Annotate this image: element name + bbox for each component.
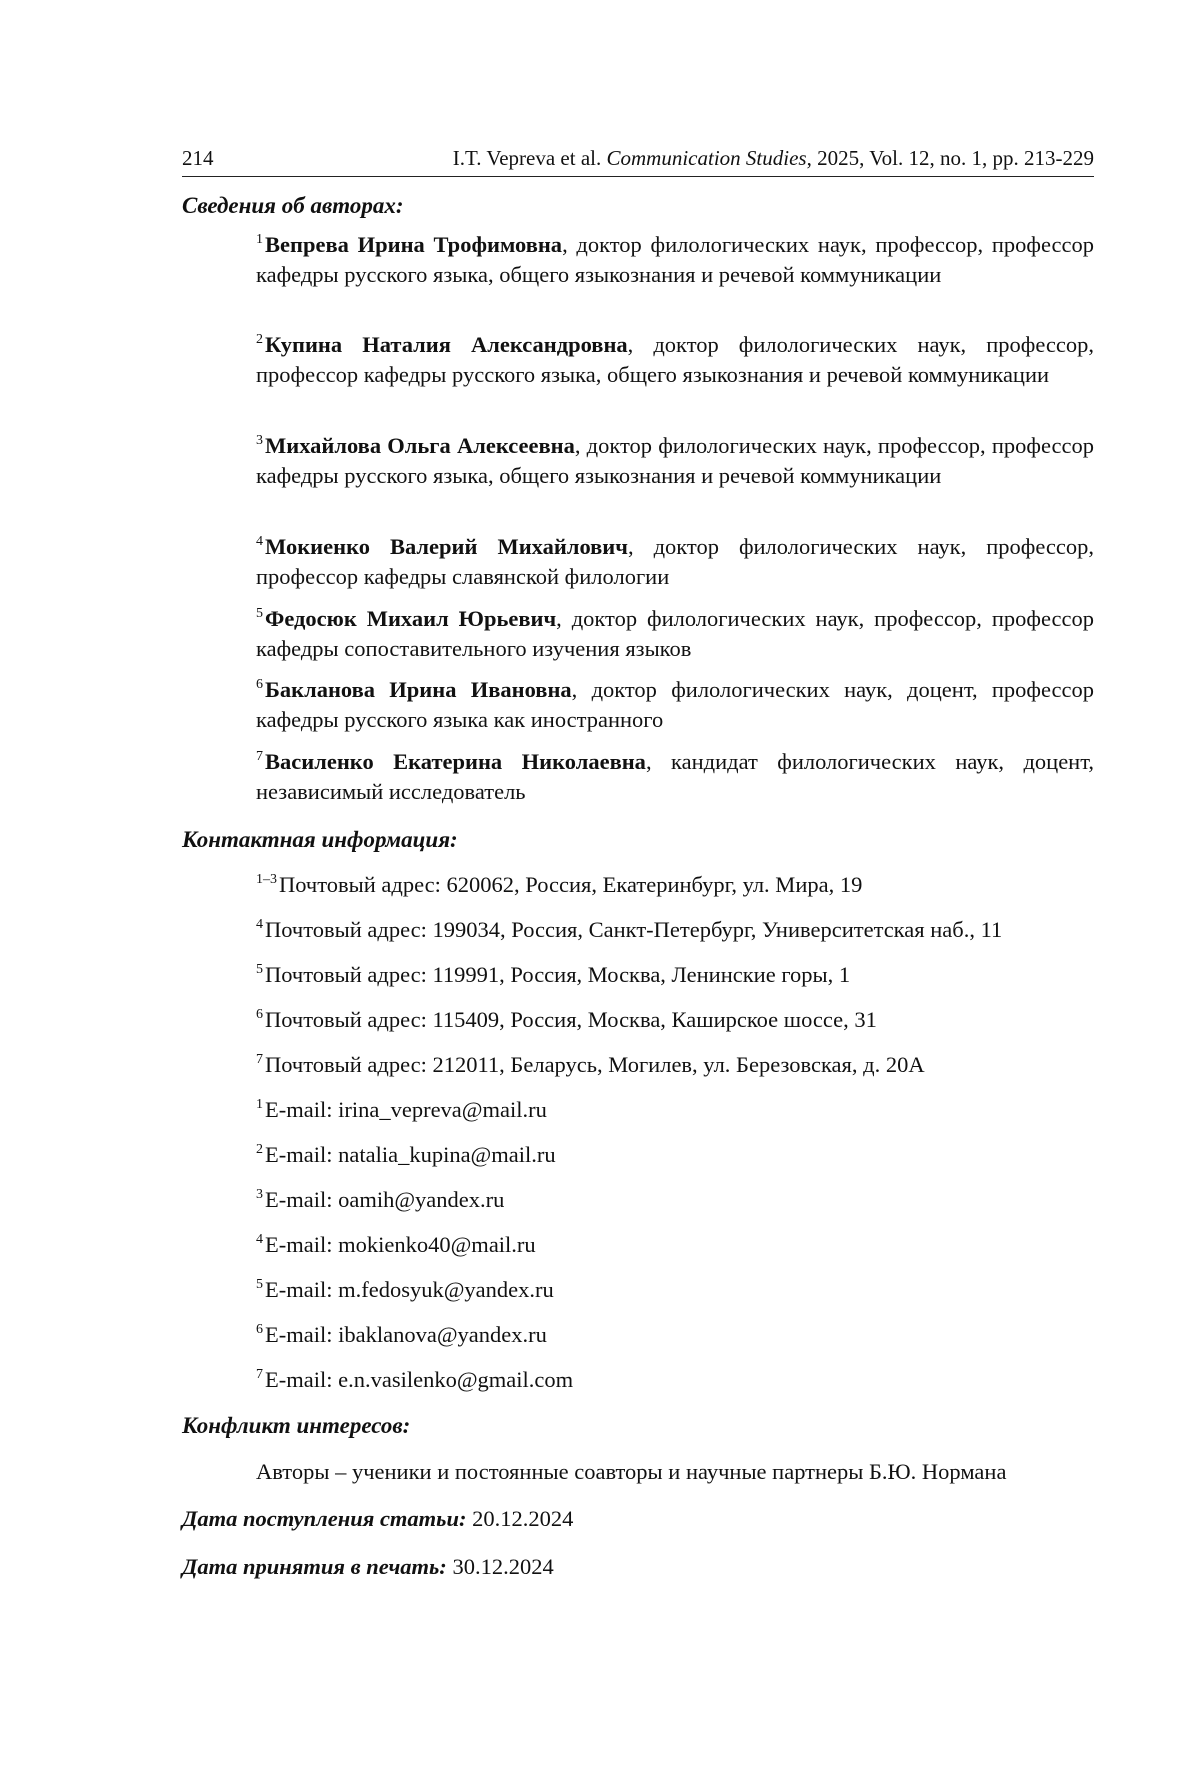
email-index: 4 [256, 1232, 263, 1247]
email-line [256, 1141, 1116, 1169]
author-description: , доктор филологических наук, профессор, профессор кафедры русского языка, общего языкознания и речевой коммуникации [256, 433, 1094, 488]
postal-address [256, 1051, 1116, 1079]
author-description: , доктор филологических наук, профессор, профессор кафедры сопоставительного изучения языков [256, 606, 1094, 661]
author-description: , доктор филологических наук, профессор, профессор кафедры русского языка, общего языкознания и речевой коммуникации [256, 232, 1094, 287]
address-text: Почтовый адрес: 119991, Россия, Москва, Ленинские горы, 1 [265, 962, 851, 987]
email-index: 1 [256, 1097, 263, 1112]
author-entry [256, 230, 1094, 289]
accepted-date-label: Дата принятия в печать: [182, 1554, 447, 1579]
received-date [182, 1505, 573, 1533]
email-text[interactable]: E-mail: oamih@yandex.ru [265, 1187, 505, 1212]
address-text: Почтовый адрес: 115409, Россия, Москва, Каширское шоссе, 31 [265, 1007, 877, 1032]
received-date-value: 20.12.2024 [466, 1506, 574, 1531]
page-number: 214 [182, 146, 214, 170]
author-name: Бакланова Ирина Ивановна [265, 677, 572, 702]
author-description: , доктор филологических наук, профессор, профессор кафедры славянской филологии [256, 534, 1094, 589]
address-index: 5 [256, 962, 263, 977]
author-name: Федосюк Михаил Юрьевич [265, 606, 557, 631]
email-text[interactable]: E-mail: m.fedosyuk@yandex.ru [265, 1277, 554, 1302]
email-text[interactable]: E-mail: ibaklanova@yandex.ru [265, 1322, 547, 1347]
email-index: 2 [256, 1142, 263, 1157]
author-index: 6 [256, 677, 263, 692]
header-authors: I.T. Vepreva et al. [452, 146, 602, 170]
received-date-label: Дата поступления статьи: [182, 1506, 467, 1531]
author-entry [256, 532, 1094, 591]
author-entry [256, 675, 1094, 734]
address-index: 6 [256, 1007, 263, 1022]
author-entry [256, 747, 1094, 806]
author-index: 1 [256, 232, 263, 247]
author-index: 5 [256, 606, 263, 621]
conflict-section-title: Конфликт интересов: [182, 1413, 411, 1438]
accepted-date-value: 30.12.2024 [446, 1554, 554, 1579]
author-index: 3 [256, 433, 263, 448]
author-name: Вепрева Ирина Трофимовна [265, 232, 563, 257]
email-text[interactable]: E-mail: irina_vepreva@mail.ru [265, 1097, 547, 1122]
address-index: 4 [256, 917, 263, 932]
running-header [182, 144, 1094, 177]
postal-address [256, 916, 1116, 944]
email-text[interactable]: E-mail: natalia_kupina@mail.ru [265, 1142, 556, 1167]
email-line [256, 1276, 1116, 1304]
author-description: , доктор филологических наук, профессор, профессор кафедры русского языка, общего языкознания и речевой коммуникации [256, 332, 1094, 387]
header-journal: Communication Studies [606, 146, 807, 170]
email-index: 6 [256, 1322, 263, 1337]
address-index: 1–3 [256, 872, 277, 887]
email-index: 5 [256, 1277, 263, 1292]
address-text: Почтовый адрес: 212011, Беларусь, Могилев, ул. Березовская, д. 20А [265, 1052, 925, 1077]
author-entry [256, 431, 1094, 490]
address-text: Почтовый адрес: 620062, Россия, Екатеринбург, ул. Мира, 19 [279, 872, 863, 897]
author-name: Мокиенко Валерий Михайлович [265, 534, 628, 559]
author-description: , кандидат филологических наук, доцент, независимый исследователь [256, 749, 1094, 804]
running-title [182, 144, 1094, 172]
author-name: Купина Наталия Александровна [265, 332, 628, 357]
authors-section-title: Сведения об авторах: [182, 193, 404, 218]
email-text[interactable]: E-mail: e.n.vasilenko@gmail.com [265, 1367, 574, 1392]
postal-address [256, 871, 1116, 899]
email-index: 3 [256, 1187, 263, 1202]
email-line [256, 1231, 1116, 1259]
email-line [256, 1366, 1116, 1394]
author-entry [256, 330, 1094, 389]
email-index: 7 [256, 1367, 263, 1382]
author-index: 7 [256, 749, 263, 764]
email-text[interactable]: E-mail: mokienko40@mail.ru [265, 1232, 536, 1257]
accepted-date [182, 1553, 554, 1581]
author-entry [256, 604, 1094, 663]
author-index: 2 [256, 332, 263, 347]
address-index: 7 [256, 1052, 263, 1067]
header-details: , 2025, Vol. 12, no. 1, pp. 213-229 [806, 146, 1094, 170]
email-line [256, 1096, 1116, 1124]
address-text: Почтовый адрес: 199034, Россия, Санкт-Петербург, Университетская наб., 11 [265, 917, 1003, 942]
postal-address [256, 1006, 1116, 1034]
email-line [256, 1321, 1116, 1349]
conflict-text: Авторы – ученики и постоянные соавторы и научные партнеры Б.Ю. Нормана [256, 1459, 1007, 1484]
postal-address [256, 961, 1116, 989]
author-index: 4 [256, 534, 263, 549]
author-name: Михайлова Ольга Алексеевна [265, 433, 575, 458]
contact-section-title: Контактная информация: [182, 827, 458, 852]
author-name: Василенко Екатерина Николаевна [265, 749, 646, 774]
author-description: , доктор филологических наук, доцент, профессор кафедры русского языка как иностранного [256, 677, 1094, 732]
email-line [256, 1186, 1116, 1214]
